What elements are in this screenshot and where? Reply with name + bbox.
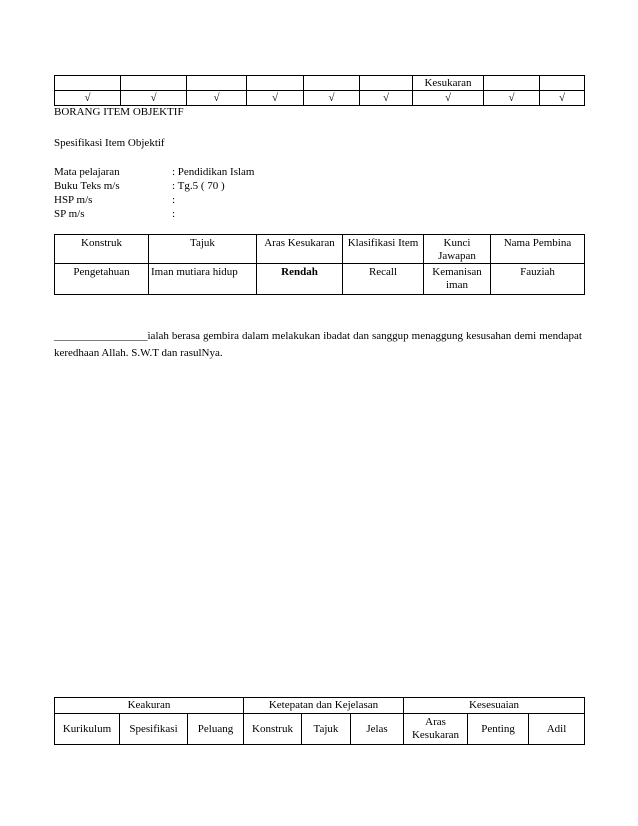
group-ketepatan-kejelasan: Ketepatan dan Kejelasan (244, 698, 404, 714)
group-keakuran: Keakuran (55, 698, 244, 714)
top-table-header-row (55, 76, 585, 91)
cell-aras-kesukaran: Rendah (257, 264, 343, 295)
group-kesesuaian: Kesesuaian (404, 698, 585, 714)
spec-table-row (55, 264, 585, 295)
info-value-sp: : (172, 208, 176, 220)
check-mark: √ (247, 91, 304, 106)
sub-jelas: Jelas (351, 714, 404, 745)
info-value-hsp: : (172, 194, 176, 206)
cell-konstruk: Pengetahuan (55, 264, 149, 295)
cell-kunci-jawapan: Kemanisan iman (424, 264, 491, 295)
info-value-subject: : Pendidikan Islam (172, 166, 255, 178)
top-header-cell (360, 76, 413, 91)
sub-spesifikasi: Spesifikasi (120, 714, 188, 745)
header-aras-kesukaran: Aras Kesukaran (257, 235, 343, 264)
info-label-subject: Mata pelajaran (54, 166, 120, 178)
top-header-cell (55, 76, 121, 91)
check-mark: √ (187, 91, 247, 106)
spec-table-header-row (55, 235, 585, 264)
check-mark: √ (304, 91, 360, 106)
bottom-evaluation-table (54, 697, 585, 745)
cell-tajuk: Iman mutiara hidup (149, 264, 257, 295)
sub-aras-kesukaran: Aras Kesukaran (404, 714, 468, 745)
spec-table (54, 234, 585, 295)
header-tajuk: Tajuk (149, 235, 257, 264)
sub-penting: Penting (468, 714, 529, 745)
sub-peluang: Peluang (188, 714, 244, 745)
check-mark: √ (540, 91, 585, 106)
info-label-hsp: HSP m/s (54, 194, 93, 206)
top-header-cell (121, 76, 187, 91)
check-mark: √ (484, 91, 540, 106)
header-kunci-jawapan: Kunci Jawapan (424, 235, 491, 264)
spec-title: Spesifikasi Item Objektif (54, 137, 165, 149)
bottom-table-subheader-row (55, 714, 585, 745)
top-header-cell (247, 76, 304, 91)
top-table-check-row (55, 91, 585, 106)
info-label-sp: SP m/s (54, 208, 85, 220)
top-header-cell-kesukaran: Kesukaran (413, 76, 484, 91)
info-label-textbook: Buku Teks m/s (54, 180, 120, 192)
sub-konstruk: Konstruk (244, 714, 302, 745)
cell-klasifikasi-item: Recall (343, 264, 424, 295)
sub-kurikulum: Kurikulum (55, 714, 120, 745)
bottom-table-group-row (55, 698, 585, 714)
cell-nama-pembina: Fauziah (491, 264, 585, 295)
header-konstruk: Konstruk (55, 235, 149, 264)
top-header-cell (187, 76, 247, 91)
check-mark: √ (55, 91, 121, 106)
sub-adil: Adil (529, 714, 585, 745)
check-mark: √ (121, 91, 187, 106)
check-mark: √ (360, 91, 413, 106)
top-evaluation-table (54, 75, 585, 106)
check-mark: √ (413, 91, 484, 106)
question-text: _________________ialah berasa gembira dalam melakukan ibadat dan sanggup menaggung kesusahan demi mendapat keredhaan Allah. S.W.T dan rasulNya. (54, 330, 582, 359)
top-header-cell (484, 76, 540, 91)
header-klasifikasi-item: Klasifikasi Item (343, 235, 424, 264)
form-title: BORANG ITEM OBJEKTIF (54, 106, 184, 118)
sub-tajuk: Tajuk (302, 714, 351, 745)
info-value-textbook: : Tg.5 ( 70 ) (172, 180, 225, 192)
top-header-cell (304, 76, 360, 91)
top-header-cell (540, 76, 585, 91)
header-nama-pembina: Nama Pembina (491, 235, 585, 264)
